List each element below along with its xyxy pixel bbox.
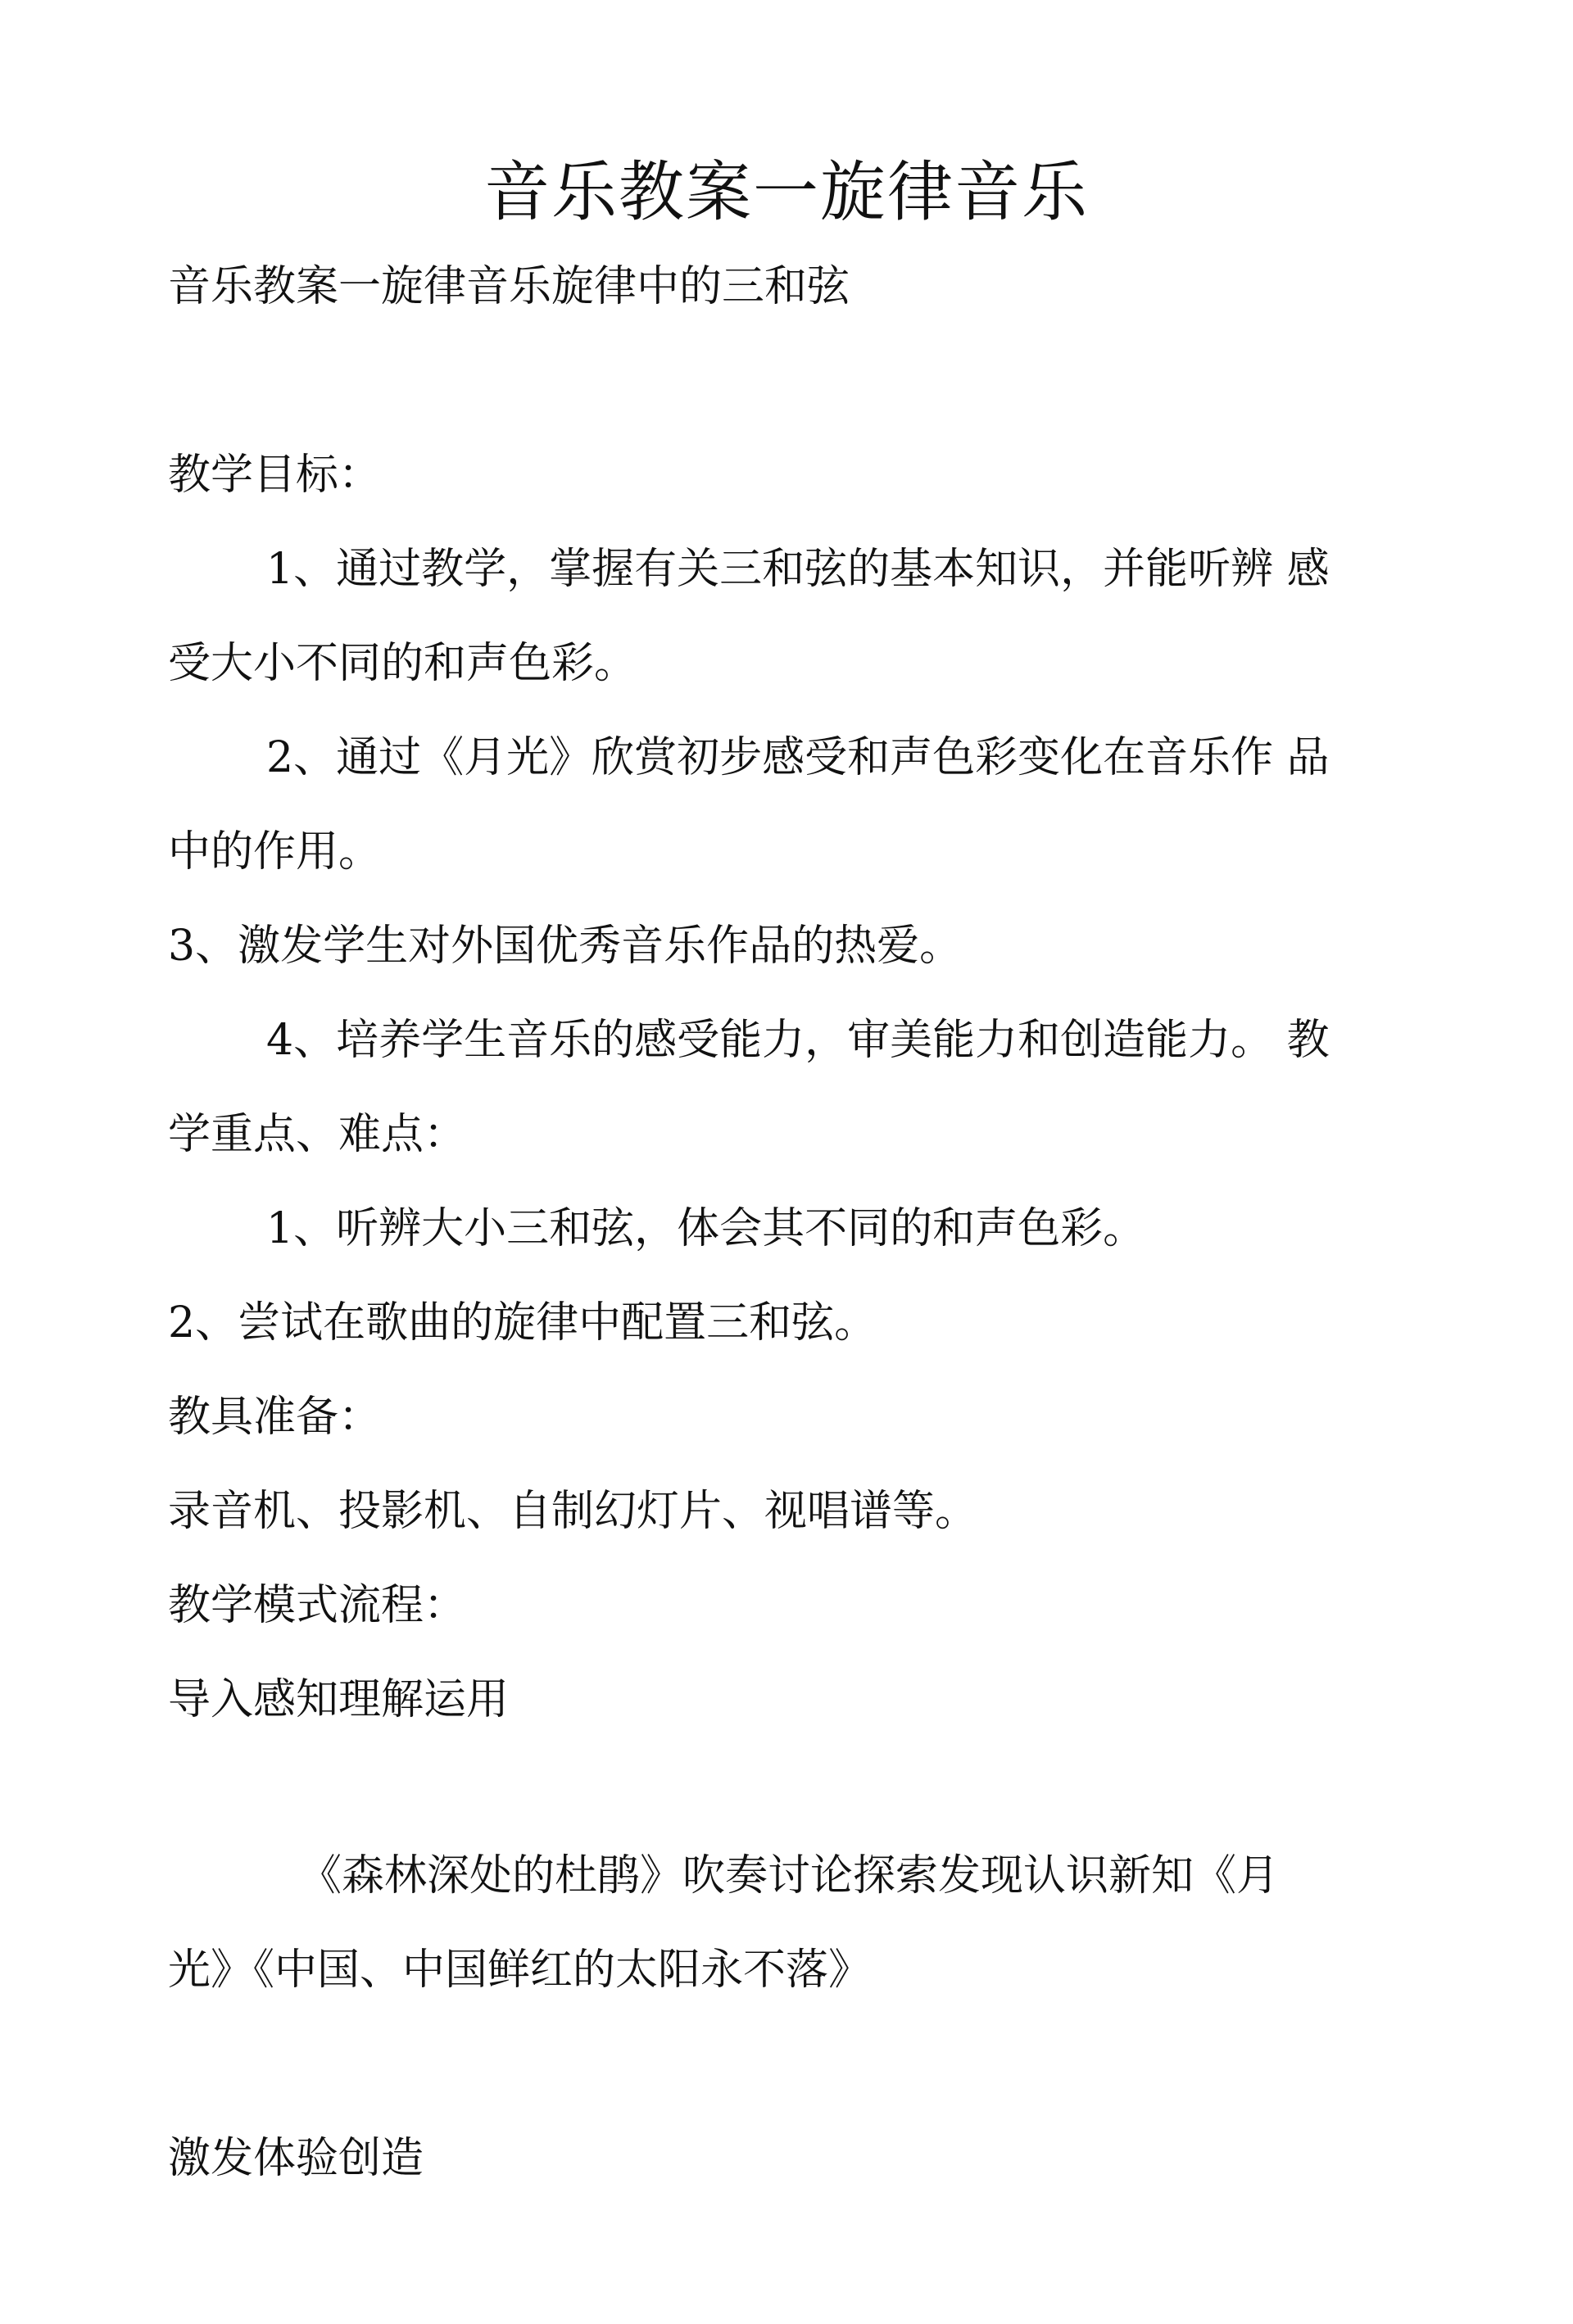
paragraph-line: 2、尝试在歌曲的旋律中配置三和弦。 xyxy=(168,1298,877,1348)
paragraph-line: 光》《中国、中国鲜红的太阳永不落》 xyxy=(168,1946,872,1995)
paragraph-line: 激发体验创造 xyxy=(168,2134,424,2183)
paragraph-line: 《森林深处的杜鹃》吹奏讨论探索发现认识新知《月 xyxy=(299,1851,1280,1900)
paragraph-line: 4、培养学生音乐的感受能力，审美能力和创造能力。 教 xyxy=(266,1016,1330,1065)
section-heading: 学重点、难点： xyxy=(168,1110,467,1159)
paragraph-line: 3、激发学生对外国优秀音乐作品的热爱。 xyxy=(168,922,963,971)
section-heading: 教学模式流程： xyxy=(168,1581,467,1630)
paragraph-line: 1、听辨大小三和弦，体会其不同的和声色彩。 xyxy=(266,1204,1146,1253)
paragraph-line: 中的作用。 xyxy=(168,827,382,877)
paragraph-line: 1、通过教学，掌握有关三和弦的基本知识，并能听辨 感 xyxy=(266,545,1330,594)
paragraph-line: 2、通过《月光》欣赏初步感受和声色彩变化在音乐作 品 xyxy=(266,733,1330,782)
section-heading: 教学目标： xyxy=(168,451,382,500)
section-heading: 教具准备： xyxy=(168,1393,382,1442)
paragraph-line: 录音机、投影机、自制幻灯片、视唱谱等。 xyxy=(168,1487,978,1536)
paragraph-line: 受大小不同的和声色彩。 xyxy=(168,639,637,688)
paragraph-line: 导入感知理解运用 xyxy=(168,1675,510,1724)
subtitle-line: 音乐教案一旋律音乐旋律中的三和弦 xyxy=(168,262,850,311)
document-title: 音乐教案一旋律音乐 xyxy=(484,154,1089,230)
